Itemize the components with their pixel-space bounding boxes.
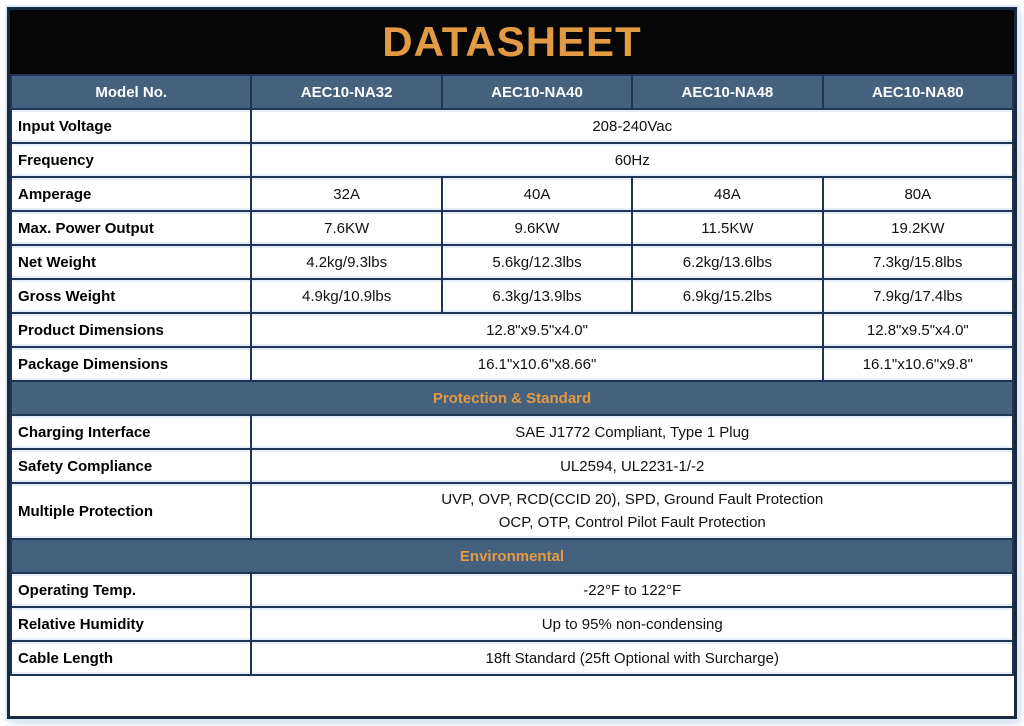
cable-length-label: Cable Length	[11, 641, 251, 675]
section-environmental	[11, 539, 1013, 573]
net-weight-label: Net Weight	[11, 245, 251, 279]
row-multiple-protection	[11, 483, 1013, 539]
section-protection-title: Protection & Standard	[11, 381, 1013, 415]
input-voltage-label: Input Voltage	[11, 109, 251, 143]
row-gross-weight	[11, 279, 1013, 313]
frequency-value: 60Hz	[251, 143, 1013, 177]
amperage-value-na80: 80A	[823, 177, 1013, 211]
row-safety-compliance	[11, 449, 1013, 483]
package-dimensions-value-main: 16.1"x10.6"x8.66"	[251, 347, 822, 381]
product-dimensions-value-main: 12.8"x9.5"x4.0"	[251, 313, 822, 347]
relative-humidity-label: Relative Humidity	[11, 607, 251, 641]
row-input-voltage	[11, 109, 1013, 143]
model-header-na48: AEC10-NA48	[632, 75, 822, 109]
datasheet-banner	[10, 10, 1014, 74]
multiple-protection-line1: UVP, OVP, RCD(CCID 20), SPD, Ground Fault Protection	[441, 490, 824, 508]
gross-weight-value-na80: 7.9kg/17.4lbs	[823, 279, 1013, 313]
row-cable-length	[11, 641, 1013, 675]
max-power-value-na32: 7.6KW	[251, 211, 441, 245]
safety-compliance-label: Safety Compliance	[11, 449, 251, 483]
product-dimensions-value-na80: 12.8"x9.5"x4.0"	[823, 313, 1013, 347]
operating-temp-label: Operating Temp.	[11, 573, 251, 607]
multiple-protection-line2: OCP, OTP, Control Pilot Fault Protection	[498, 514, 766, 531]
row-product-dimensions	[11, 313, 1013, 347]
section-environmental-title: Environmental	[11, 539, 1013, 573]
row-max-power-output	[11, 211, 1013, 245]
safety-compliance-value: UL2594, UL2231-1/-2	[251, 449, 1013, 483]
charging-interface-label: Charging Interface	[11, 415, 251, 449]
page-title: DATASHEET	[382, 18, 642, 65]
row-amperage	[11, 177, 1013, 211]
multiple-protection-value	[251, 483, 1013, 539]
amperage-value-na40: 40A	[442, 177, 632, 211]
package-dimensions-value-na80: 16.1"x10.6"x9.8"	[823, 347, 1013, 381]
model-header-na32: AEC10-NA32	[251, 75, 441, 109]
gross-weight-label: Gross Weight	[11, 279, 251, 313]
cable-length-value: 18ft Standard (25ft Optional with Surcharge)	[251, 641, 1013, 675]
amperage-value-na48: 48A	[632, 177, 822, 211]
row-package-dimensions	[11, 347, 1013, 381]
gross-weight-value-na40: 6.3kg/13.9lbs	[442, 279, 632, 313]
model-header-row	[11, 75, 1013, 109]
net-weight-value-na80: 7.3kg/15.8lbs	[823, 245, 1013, 279]
package-dimensions-label: Package Dimensions	[11, 347, 251, 381]
max-power-value-na40: 9.6KW	[442, 211, 632, 245]
amperage-value-na32: 32A	[251, 177, 441, 211]
net-weight-value-na40: 5.6kg/12.3lbs	[442, 245, 632, 279]
model-header-na80: AEC10-NA80	[823, 75, 1013, 109]
max-power-value-na48: 11.5KW	[632, 211, 822, 245]
max-power-label: Max. Power Output	[11, 211, 251, 245]
max-power-value-na80: 19.2KW	[823, 211, 1013, 245]
gross-weight-value-na32: 4.9kg/10.9lbs	[251, 279, 441, 313]
charging-interface-value: SAE J1772 Compliant, Type 1 Plug	[251, 415, 1013, 449]
row-charging-interface	[11, 415, 1013, 449]
row-net-weight	[11, 245, 1013, 279]
relative-humidity-value: Up to 95% non-condensing	[251, 607, 1013, 641]
model-header-na40: AEC10-NA40	[442, 75, 632, 109]
net-weight-value-na32: 4.2kg/9.3lbs	[251, 245, 441, 279]
row-operating-temp	[11, 573, 1013, 607]
row-frequency	[11, 143, 1013, 177]
frequency-label: Frequency	[11, 143, 251, 177]
multiple-protection-label: Multiple Protection	[11, 483, 251, 539]
gross-weight-value-na48: 6.9kg/15.2lbs	[632, 279, 822, 313]
product-dimensions-label: Product Dimensions	[11, 313, 251, 347]
model-no-header: Model No.	[11, 75, 251, 109]
datasheet-sheet	[7, 7, 1017, 719]
net-weight-value-na48: 6.2kg/13.6lbs	[632, 245, 822, 279]
amperage-label: Amperage	[11, 177, 251, 211]
input-voltage-value: 208-240Vac	[251, 109, 1013, 143]
row-relative-humidity	[11, 607, 1013, 641]
section-protection-standard	[11, 381, 1013, 415]
spec-table	[10, 74, 1014, 676]
operating-temp-value: -22°F to 122°F	[251, 573, 1013, 607]
